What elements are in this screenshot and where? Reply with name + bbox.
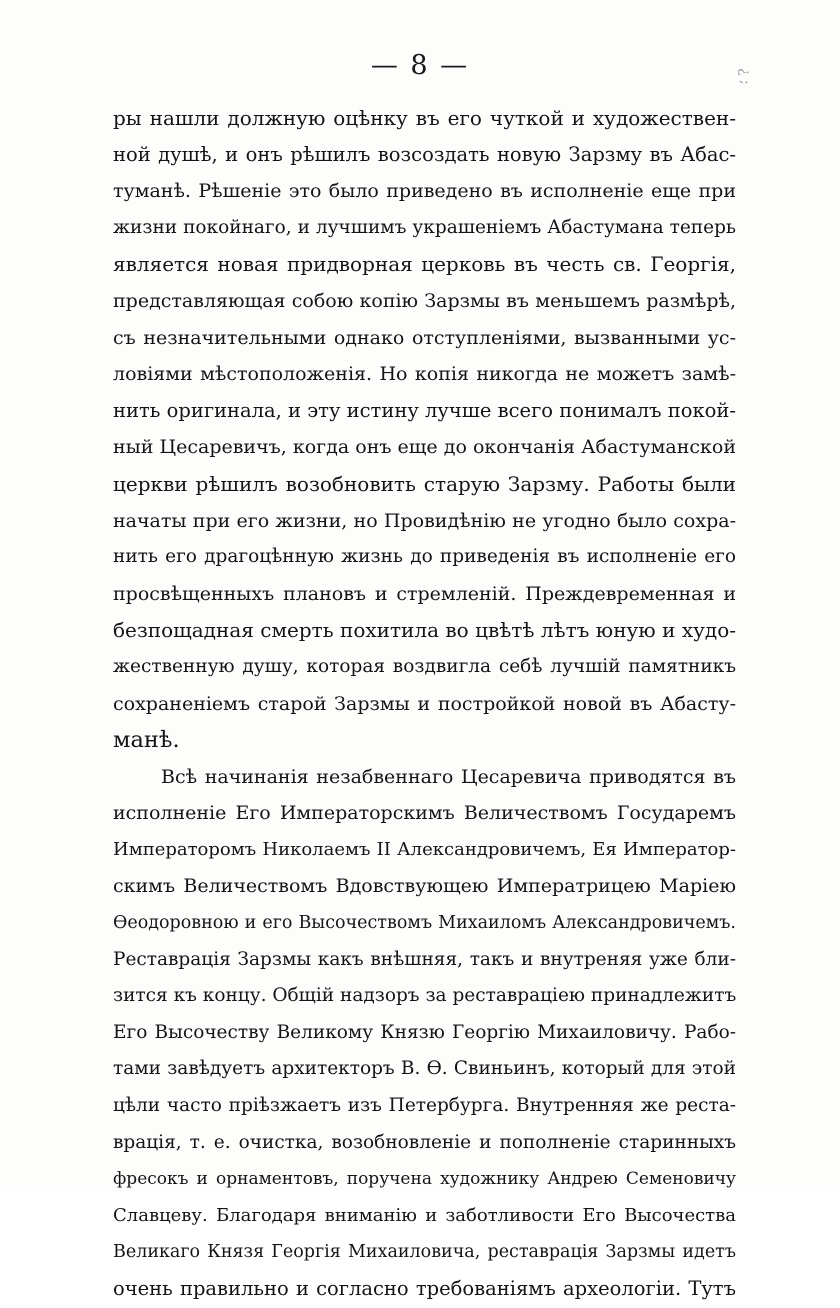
text-line: Всѣ начинанія незабвеннаго Цесаревича приводятся въ xyxy=(161,765,736,788)
text-line: тами завѣдуетъ архитекторъ В. Ѳ. Свиньинъ, который для этой xyxy=(113,1058,736,1080)
text-line: ры нашли должную оцѣнку въ его чуткой и художествен- xyxy=(113,106,736,130)
text-line: съ незначительными однако отступленіями, вызванными ус- xyxy=(113,326,736,349)
text-line: манѣ. xyxy=(113,727,180,754)
text-line: ный Цесаревичъ, когда онъ еще до окончанія Абастуманской xyxy=(113,436,736,459)
text-line: Реставрація Зарзмы какъ внѣшняя, такъ и внутреняя уже бли- xyxy=(113,948,736,970)
text-line: Славцеву. Благодаря вниманію и заботливости Его Высочества xyxy=(113,1204,736,1226)
text-line: церкви рѣшилъ возобновить старую Зарзму. Работы были xyxy=(113,471,736,496)
body-text xyxy=(113,100,736,1308)
text-line: нить оригинала, и эту истину лучше всего понималъ покой- xyxy=(113,398,736,422)
paragraph-1 xyxy=(113,100,736,759)
paragraph-2 xyxy=(113,759,736,1308)
text-line: нить его драгоцѣнную жизнь до приведенія въ исполненіе его xyxy=(113,546,736,568)
text-line: сохраненіемъ старой Зарзмы и постройкой новой въ Абасту- xyxy=(113,692,736,715)
text-line: является новая придворная церковь въ честь св. Георгія, xyxy=(113,252,736,277)
text-line: безпощадная смерть похитила во цвѣтѣ лѣтъ юную и худо- xyxy=(113,618,736,643)
text-line: цѣли часто пріѣзжаетъ изъ Петербурга. Внутренняя же реста- xyxy=(113,1095,736,1117)
text-line: начаты при его жизни, но Провидѣнію не угодно было сохра- xyxy=(113,509,736,532)
text-line: ловіями мѣстоположенія. Но копія никогда не можетъ замѣ- xyxy=(113,363,736,386)
text-line: Ѳеодоровною и его Высочествомъ Михаиломъ Александровичемъ. xyxy=(113,913,736,934)
text-line: жизни покойнаго, и лучшимъ украшеніемъ Абастумана теперь xyxy=(113,216,736,238)
margin-mark: ¿ ; xyxy=(737,68,753,85)
text-line: скимъ Величествомъ Вдовствующею Императрицею Маріею xyxy=(113,875,736,898)
page-number: — 8 — xyxy=(370,50,470,81)
text-line: исполненіе Его Императорскимъ Величествомъ Государемъ xyxy=(113,802,736,825)
text-line: представляющая собою копію Зарзмы въ меньшемъ размѣрѣ, xyxy=(113,289,736,312)
text-line: жественную душу, которая воздвигла себѣ лучшій памятникъ xyxy=(113,655,736,677)
text-line: ной душѣ, и онъ рѣшилъ возсоздать новую Зарзму въ Абас- xyxy=(113,142,736,166)
text-line: фресокъ и орнаментовъ, поручена художнику Андрею Семеновичу xyxy=(113,1169,736,1190)
text-line: врація, т. е. очистка, возобновленіе и пополненіе старинныхъ xyxy=(113,1131,736,1153)
text-line: туманѣ. Рѣшеніе это было приведено въ исполненіе еще при xyxy=(113,180,736,203)
text-line: Его Высочеству Великому Князю Георгію Михаиловичу. Рабо- xyxy=(113,1021,736,1043)
text-line: очень правильно и согласно требованіямъ археологіи. Тутъ xyxy=(113,1277,736,1300)
text-line: зится къ концу. Общій надзоръ за реставраціею принадлежитъ xyxy=(113,985,736,1007)
text-line: Великаго Князя Георгія Михаиловича, реставрація Зарзмы идетъ xyxy=(113,1242,736,1263)
text-line: Императоромъ Николаемъ II Александровичемъ, Ея Император- xyxy=(113,838,736,860)
text-line: просвѣщенныхъ плановъ и стремленій. Преждевременная и xyxy=(113,582,736,605)
